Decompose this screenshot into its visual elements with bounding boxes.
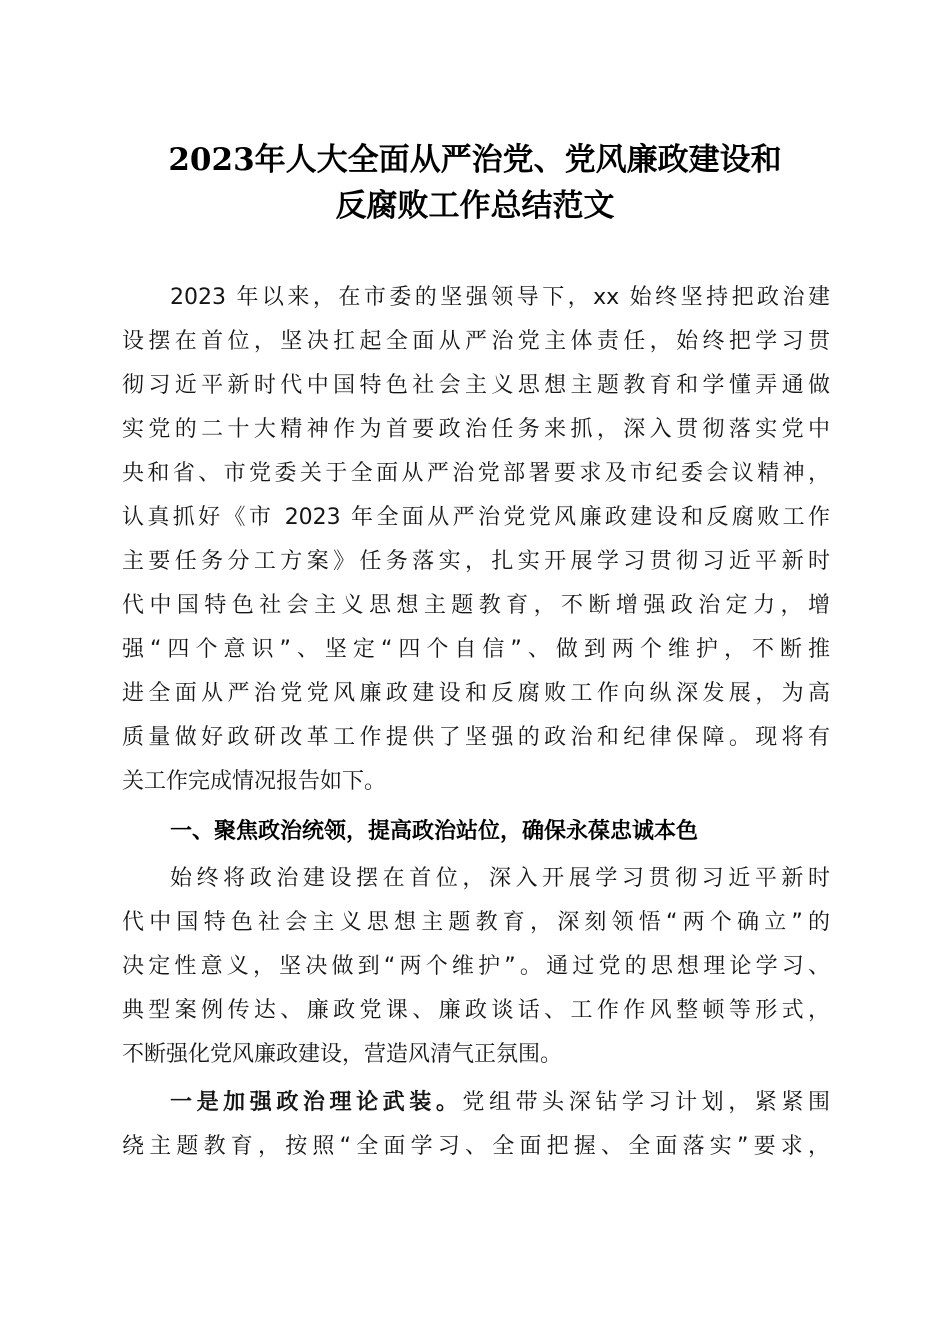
document-title-line-1: 2023年人大全面从严治党、党风廉政建设和 [168, 142, 782, 178]
document-title-line-2: 反腐败工作总结范文 [335, 188, 615, 224]
intro-paragraph-line: 彻习近平新时代中国特色社会主义思想主题教育和学懂弄通做 [122, 373, 830, 398]
intro-paragraph-line: 央和省、市党委关于全面从严治党部署要求及市纪委会议精神， [122, 461, 830, 486]
intro-paragraph-line: 进全面从严治党党风廉政建设和反腐败工作向纵深发展，为高 [122, 681, 830, 706]
intro-paragraph-line: 2023 年以来，在市委的坚强领导下，xx 始终坚持把政治建 [170, 285, 830, 310]
section-1-paragraph-line: 决定性意义，坚决做到“两个维护”。通过党的思想理论学习、 [122, 954, 830, 979]
intro-paragraph-line: 强“四个意识”、坚定“四个自信”、做到两个维护，不断推 [122, 637, 830, 662]
intro-paragraph-line: 主要任务分工方案》任务落实，扎实开展学习贯彻习近平新时 [122, 549, 830, 574]
intro-paragraph-line: 实党的二十大精神作为首要政治任务来抓，深入贯彻落实党中 [122, 417, 830, 442]
intro-paragraph-line: 质量做好政研改革工作提供了坚强的政治和纪律保障。现将有 [122, 725, 830, 750]
point-1-lead: 一是加强政治理论武装。 [170, 1090, 463, 1115]
point-1-paragraph-line [170, 1081, 830, 1125]
section-1-paragraph-line: 始终将政治建设摆在首位，深入开展学习贯彻习近平新时 [170, 866, 830, 891]
intro-paragraph-line: 关工作完成情况报告如下。 [122, 769, 387, 794]
section-1-paragraph-line: 代中国特色社会主义思想主题教育，深刻领悟“两个确立”的 [122, 910, 830, 935]
section-1-paragraph-line: 不断强化党风廉政建设，营造风清气正氛围。 [122, 1042, 563, 1067]
section-1-heading: 一、聚焦政治统领，提高政治站位，确保永葆忠诚本色 [170, 819, 699, 844]
point-1-text: 党组带头深钻学习计划，紧紧围 [462, 1090, 830, 1115]
intro-paragraph-line: 认真抓好《市 2023 年全面从严治党党风廉政建设和反腐败工作 [122, 505, 830, 530]
intro-paragraph-line: 设摆在首位，坚决扛起全面从严治党主体责任，始终把学习贯 [122, 329, 830, 354]
point-1-paragraph-line: 绕主题教育，按照“全面学习、全面把握、全面落实”要求， [122, 1134, 830, 1159]
intro-paragraph-line: 代中国特色社会主义思想主题教育，不断增强政治定力，增 [122, 593, 830, 618]
section-1-paragraph-line: 典型案例传达、廉政党课、廉政谈话、工作作风整顿等形式， [122, 998, 830, 1023]
